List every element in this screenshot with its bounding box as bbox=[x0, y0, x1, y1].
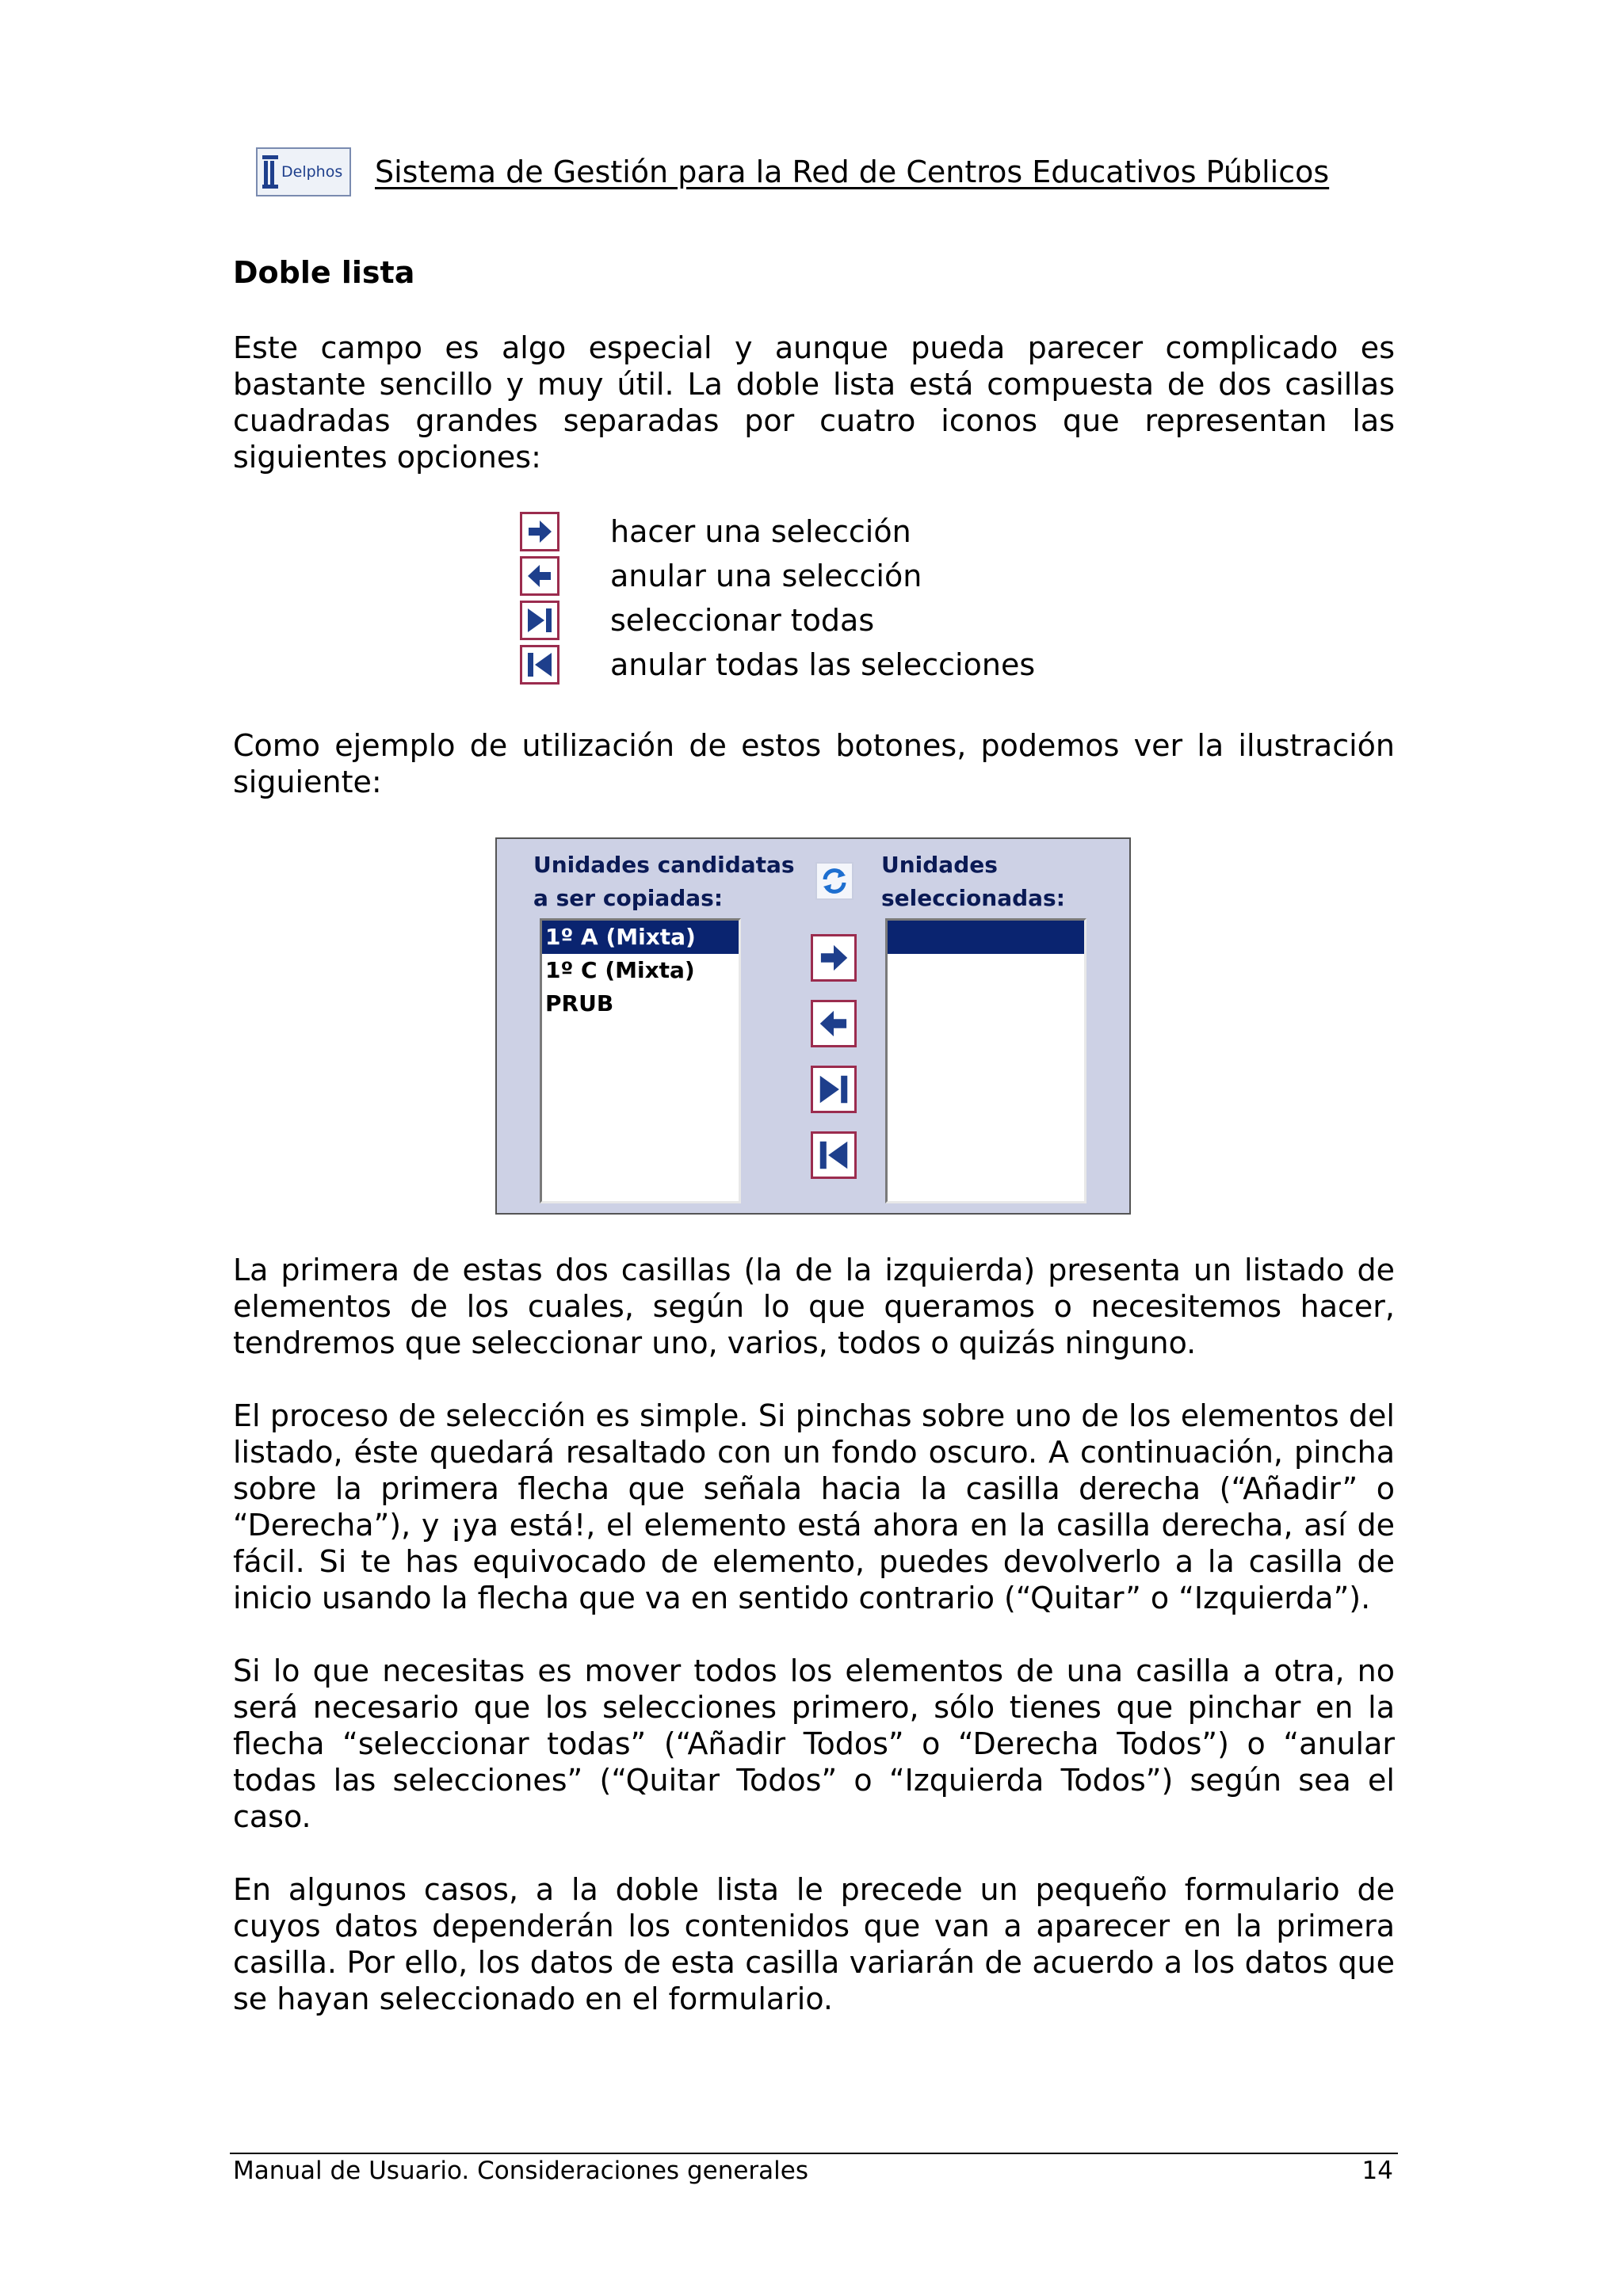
pillar-icon bbox=[262, 155, 278, 189]
paragraph-selection-process: El proceso de selección es simple. Si pinchas sobre uno de los elementos del listado, éste quedará resaltado con un fondo oscuro. A continuación, pincha sobre la primera flecha que señala hacia la casilla derecha (“Añadir” o “Derecha”), y ¡ya está!, el elemento está ahora en la casilla derecha, así de fácil. Si te has equivocado de elemento, puedes devolverlo a la casilla de inicio usando la flecha que va en sentido contrario (“Quitar” o “Izquierda”). bbox=[233, 1398, 1395, 1615]
arrow-left-icon bbox=[815, 1005, 852, 1042]
paragraph-form: En algunos casos, a la doble lista le precede un pequeño formulario de cuyos datos dependerán los contenidos que van a aparecer en la primera casilla. Por ello, los datos de esta casilla variarán de acuerdo a los datos que se hayan seleccionado en el formulario. bbox=[233, 1872, 1395, 2016]
footer-title: Manual de Usuario. Consideraciones generales bbox=[233, 2157, 808, 2185]
legend-row bbox=[520, 643, 1035, 687]
paragraph-move-all: Si lo que necesitas es mover todos los elementos de una casilla a otra, no será necesario que los selecciones primero, sólo tienes que pinchar en la flecha “seleccionar todas” (“Añadir Todos” o “Derecha Todos”) o “anular todas las selecciones” (“Quitar Todos” o “Izquierda Todos”) según sea el caso. bbox=[233, 1653, 1395, 1834]
paragraph-example: Como ejemplo de utilización de estos botones, podemos ver la ilustración siguiente: bbox=[233, 728, 1395, 799]
legend-row bbox=[520, 509, 1035, 554]
legend-label: seleccionar todas bbox=[610, 603, 875, 638]
section-title: Doble lista bbox=[233, 255, 415, 290]
remove-all-button[interactable] bbox=[811, 1131, 857, 1179]
icon-legend bbox=[520, 509, 1035, 687]
add-all-button[interactable] bbox=[811, 1066, 857, 1113]
list-item[interactable] bbox=[888, 921, 1084, 954]
arrow-left-icon bbox=[520, 556, 559, 596]
arrow-right-icon bbox=[520, 512, 559, 551]
paragraph-intro: Este campo es algo especial y aunque pueda parecer complicado es bastante sencillo y muy útil. La doble lista está compuesta de dos casillas cuadradas grandes separadas por cuatro iconos que representan las siguientes opciones: bbox=[233, 330, 1395, 475]
dual-list-illustration bbox=[495, 837, 1131, 1215]
legend-row bbox=[520, 554, 1035, 598]
remove-button[interactable] bbox=[811, 1000, 857, 1047]
left-list-label-2: a ser copiadas: bbox=[533, 885, 724, 911]
list-item[interactable]: 1º A (Mixta) bbox=[542, 921, 739, 954]
page-header bbox=[256, 144, 1329, 200]
right-list-label-1: Unidades bbox=[881, 852, 998, 878]
delphos-logo bbox=[256, 147, 351, 196]
deselect-all-icon bbox=[520, 645, 559, 685]
arrow-right-icon bbox=[815, 940, 852, 976]
list-item[interactable]: 1º C (Mixta) bbox=[545, 957, 695, 983]
legend-row bbox=[520, 598, 1035, 643]
legend-label: hacer una selección bbox=[610, 514, 911, 549]
candidate-listbox[interactable] bbox=[540, 918, 741, 1203]
refresh-icon[interactable] bbox=[813, 859, 856, 903]
add-button[interactable] bbox=[811, 934, 857, 982]
right-list-label-2: seleccionadas: bbox=[881, 885, 1065, 911]
selected-listbox[interactable] bbox=[885, 918, 1086, 1203]
list-item[interactable]: PRUB bbox=[545, 990, 614, 1016]
select-all-icon bbox=[520, 601, 559, 640]
logo-text: Delphos bbox=[281, 163, 343, 181]
deselect-all-icon bbox=[815, 1137, 852, 1173]
paragraph-first-box: La primera de estas dos casillas (la de la izquierda) presenta un listado de elementos de los cuales, según lo que queramos o necesitemos hacer, tendremos que seleccionar uno, varios, todos o quizás ninguno. bbox=[233, 1253, 1395, 1360]
left-list-label-1: Unidades candidatas bbox=[533, 852, 795, 878]
legend-label: anular todas las selecciones bbox=[610, 647, 1036, 682]
footer-divider bbox=[230, 2153, 1398, 2154]
legend-label: anular una selección bbox=[610, 559, 922, 593]
header-title: Sistema de Gestión para la Red de Centros Educativos Públicos bbox=[375, 154, 1330, 189]
select-all-icon bbox=[815, 1071, 852, 1108]
page-number: 14 bbox=[1361, 2157, 1393, 2185]
